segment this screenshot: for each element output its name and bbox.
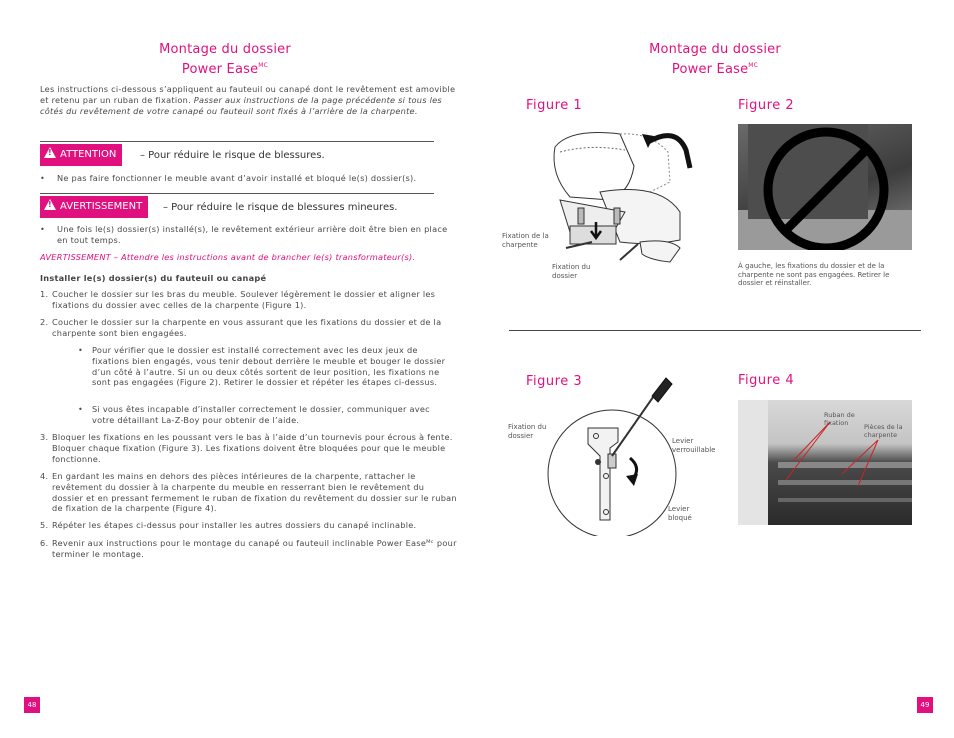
fig3-caption-lock-lever: Levier verrouillable — [672, 437, 716, 454]
fig2-caption: À gauche, les fixations du dossier et de la charpente ne sont pas engagées. Retirer le dossier et réinstaller. — [738, 262, 890, 287]
attention-badge: !ATTENTION — [40, 144, 122, 166]
warning-note: AVERTISSEMENT – Attendre les instructions avant de brancher le(s) transformateur(s). — [40, 252, 416, 262]
attention-bullet: • Ne pas faire fonctionner le meuble avant d’avoir installé et bloqué le(s) dossier(s). — [40, 173, 417, 183]
right-page-title — [630, 42, 800, 78]
install-subheading: Installer le(s) dossier(s) du fauteuil ou canapé — [40, 273, 267, 283]
figures-divider — [509, 330, 921, 331]
step-2: 2. Coucher le dossier sur la charpente en vous assurant que les fixations du dossier et de la charpente sont bien engagées. — [40, 317, 442, 338]
fig3-caption-back-bracket: Fixation du dossier — [508, 423, 547, 440]
figure-2-label: Figure 2 — [738, 98, 795, 113]
step-2-bullet-a: • Pour vérifier que le dossier est installé correctement avec les deux jeux de fixations bien engagés, vous tenir debout derrière le meuble et bouger le dossier d’un côté à l’autre. Si un ou deux côtés sortent de leur position, les fixations ne sont pas engagées (Figure 2). Retirer le dossier et répéter les étapes ci-dessus. — [78, 345, 446, 388]
right-title-line2: Power Ease$^{MC}$ — [671, 62, 759, 77]
page-number-right: 49 — [917, 697, 933, 713]
fig1-caption-frame-bracket: Fixation de la charpente — [502, 232, 549, 249]
left-title-line2: Power Ease$^{MC}$ — [181, 62, 269, 77]
figure-2-photo — [738, 124, 912, 250]
figure-1-label: Figure 1 — [526, 98, 583, 113]
figure-4-label: Figure 4 — [738, 373, 795, 388]
warning-bullet: • Une fois le(s) dossier(s) installé(s), le revêtement extérieur arrière doit être bien en place en tout temps. — [40, 224, 448, 245]
intro-italic: Passer aux instructions de la page précédente si tous les côtés du revêtement de votre canapé ou fauteuil sont fixés à l’arrière de la charpente. — [40, 94, 442, 116]
intro-plain: Les instructions ci-dessous s’appliquent au fauteuil ou canapé dont le revêtement est amovible et retenu par un ruban de fixation. — [40, 84, 456, 105]
fig4-caption-tape: Ruban de fixation — [824, 411, 855, 427]
step-5: 5. Répéter les étapes ci-dessus pour installer les autres dossiers du canapé inclinable. — [40, 520, 417, 530]
left-page-title — [140, 42, 310, 78]
intro-paragraph — [40, 84, 458, 116]
step-4: 4. En gardant les mains en dehors des pièces intérieures de la charpente, rattacher le revêtement du dossier à la charpente du meuble en resserrant bien le revêtement du dossier et en pressant fermement le ruban de fixation du revêtement du dossier sur le ruban de fixation de la charpente (Figure 4). — [40, 471, 457, 514]
step-2-bullet-b: • Si vous êtes incapable d’installer correctement le dossier, communiquer avec votre détaillant La-Z-Boy pour obtenir de l’aide. — [78, 404, 430, 425]
left-title-line1: Montage du dossier — [159, 42, 291, 57]
figure-3-label: Figure 3 — [526, 374, 583, 389]
step-1: 1. Coucher le dossier sur les bras du meuble. Soulever légèrement le dossier et aligner les fixations du dossier avec celles de la charpente (Figure 1). — [40, 289, 436, 310]
right-title-line1: Montage du dossier — [649, 42, 781, 57]
step-3: 3. Bloquer les fixations en les poussant vers le bas à l’aide d’un tournevis pour écrous à fente. Bloquer chaque fixation (Figure 3). Les fixations doivent être bloquées pour que le meuble fonctionne. — [40, 432, 453, 464]
warning-rule — [40, 193, 434, 194]
prohibited-icon — [738, 124, 912, 250]
attention-rule — [40, 141, 434, 142]
warning-badge: !AVERTISSEMENT — [40, 196, 148, 218]
fig1-caption-back-bracket: Fixation du dossier — [552, 263, 591, 280]
figure-1-recliner-illustration — [530, 122, 700, 282]
attention-text: – Pour réduire le risque de blessures. — [140, 150, 325, 161]
page-number-left: 48 — [24, 697, 40, 713]
fig4-caption-frame-parts: Pièces de la charpente — [864, 423, 903, 439]
warning-triangle-icon — [44, 199, 56, 210]
step-6: 6. Revenir aux instructions pour le montage du canapé ou fauteuil inclinable Power Easeᴹᶜ pour terminer le montage. — [40, 538, 457, 559]
fig3-caption-locked-lever: Levier bloqué — [668, 505, 692, 522]
warning-text: – Pour réduire le risque de blessures mineures. — [163, 202, 398, 213]
warning-triangle-icon — [44, 147, 56, 158]
